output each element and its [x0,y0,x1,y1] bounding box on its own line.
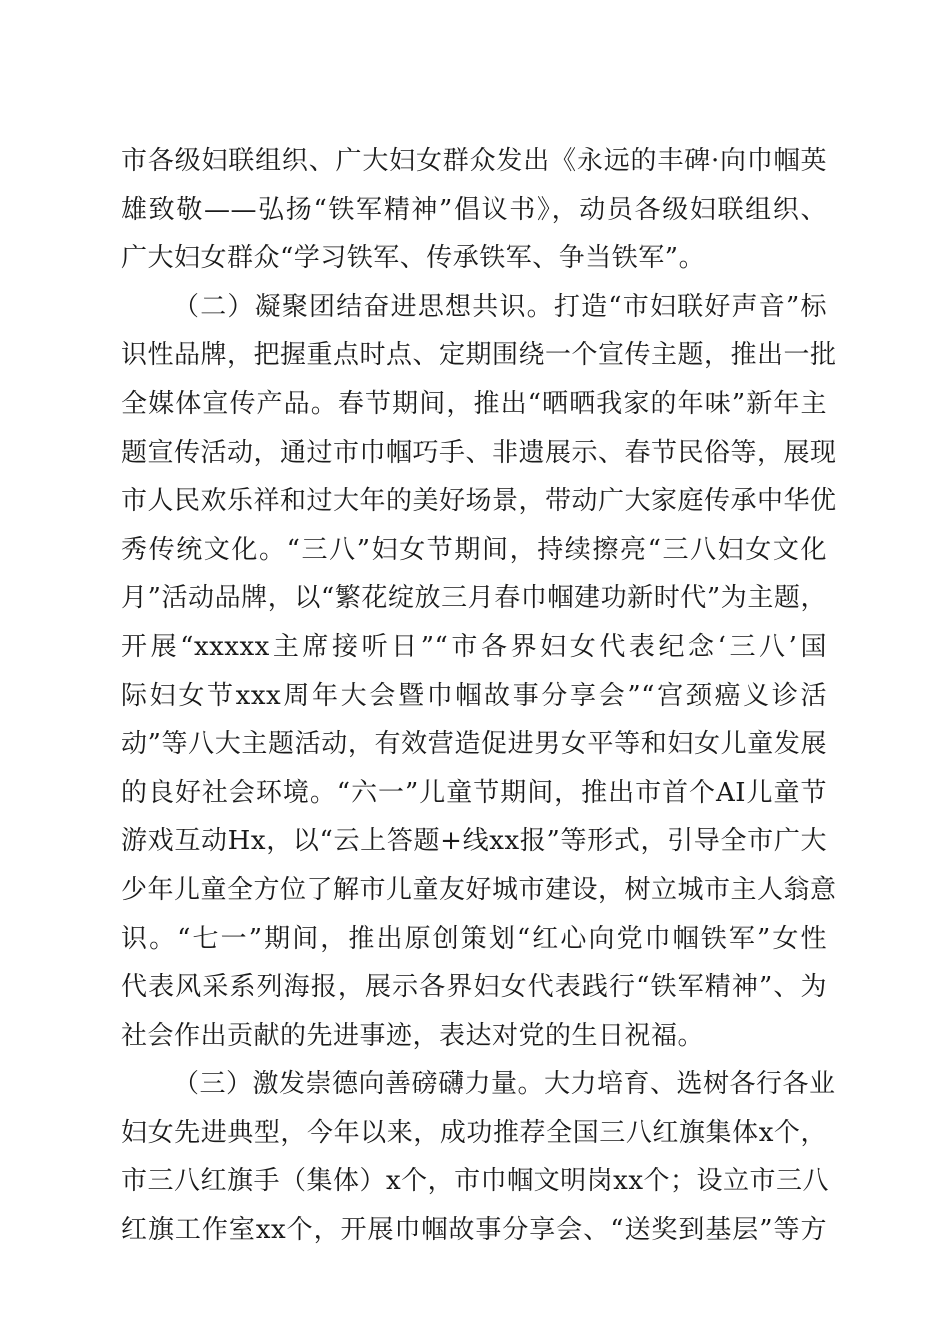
text-line: 市三八红旗手（集体）x个，市巾帼文明岗xx个；设立市三八 [121,1166,829,1197]
text-line: 题宣传活动，通过市巾帼巧手、非遗展示、春节民俗等，展现 [121,437,837,468]
text-line: 市各级妇联组织、广大妇女群众发出《永远的丰碑·向巾帼英 [121,146,827,176]
text-line: 社会作出贡献的先进事迹，表达对党的生日祝福。 [121,1020,705,1051]
section-heading-line: （二）凝聚团结奋进思想共识。打造“市妇联好声音”标 [173,291,827,322]
text-line: 识性品牌，把握重点时点、定期围绕一个宣传主题，推出一批 [121,340,837,371]
text-line: 月”活动品牌，以“繁花绽放三月春巾帼建功新时代”为主题， [121,583,827,614]
text-line: 识。“七一”期间，推出原创策划“红心向党巾帼铁军”女性 [121,923,827,954]
text-line: 游戏互动Hx，以“云上答题+线xx报”等形式，引导全市广大 [121,826,827,857]
text-line: 秀传统文化。“三八”妇女节期间，持续擦亮“三八妇女文化 [121,534,827,565]
text-line: 妇女先进典型，今年以来，成功推荐全国三八红旗集体x个， [121,1117,827,1148]
text-line: 际妇女节xxx周年大会暨巾帼故事分享会”“宫颈癌义诊活 [121,680,827,711]
text-line: 代表风采系列海报，展示各界妇女代表践行“铁军精神”、为 [121,972,827,1003]
body-text [121,137,837,1255]
text-line: 红旗工作室xx个，开展巾帼故事分享会、“送奖到基层”等方 [121,1215,827,1246]
text-line: 雄致敬——弘扬“铁军精神”倡议书》，动员各级妇联组织、 [121,194,827,225]
section-heading-line: （三）激发崇德向善磅礴力量。大力培育、选树各行各业 [173,1069,836,1100]
text-line: 广大妇女群众“学习铁军、传承铁军、争当铁军”。 [121,243,706,274]
text-line: 少年儿童全方位了解市儿童友好城市建设，树立城市主人翁意 [121,874,837,905]
text-line: 市人民欢乐祥和过大年的美好场景，带动广大家庭传承中华优 [121,486,837,517]
text-line: 全媒体宣传产品。春节期间，推出“晒晒我家的年味”新年主 [121,388,827,419]
text-line: 动”等八大主题活动，有效营造促进男女平等和妇女儿童发展 [121,729,827,760]
text-line: 开展“xxxxx主席接听日”“市各界妇女代表纪念‘三八’国 [121,631,827,662]
text-line: 的良好社会环境。“六一”儿童节期间，推出市首个AI儿童节 [121,777,827,808]
